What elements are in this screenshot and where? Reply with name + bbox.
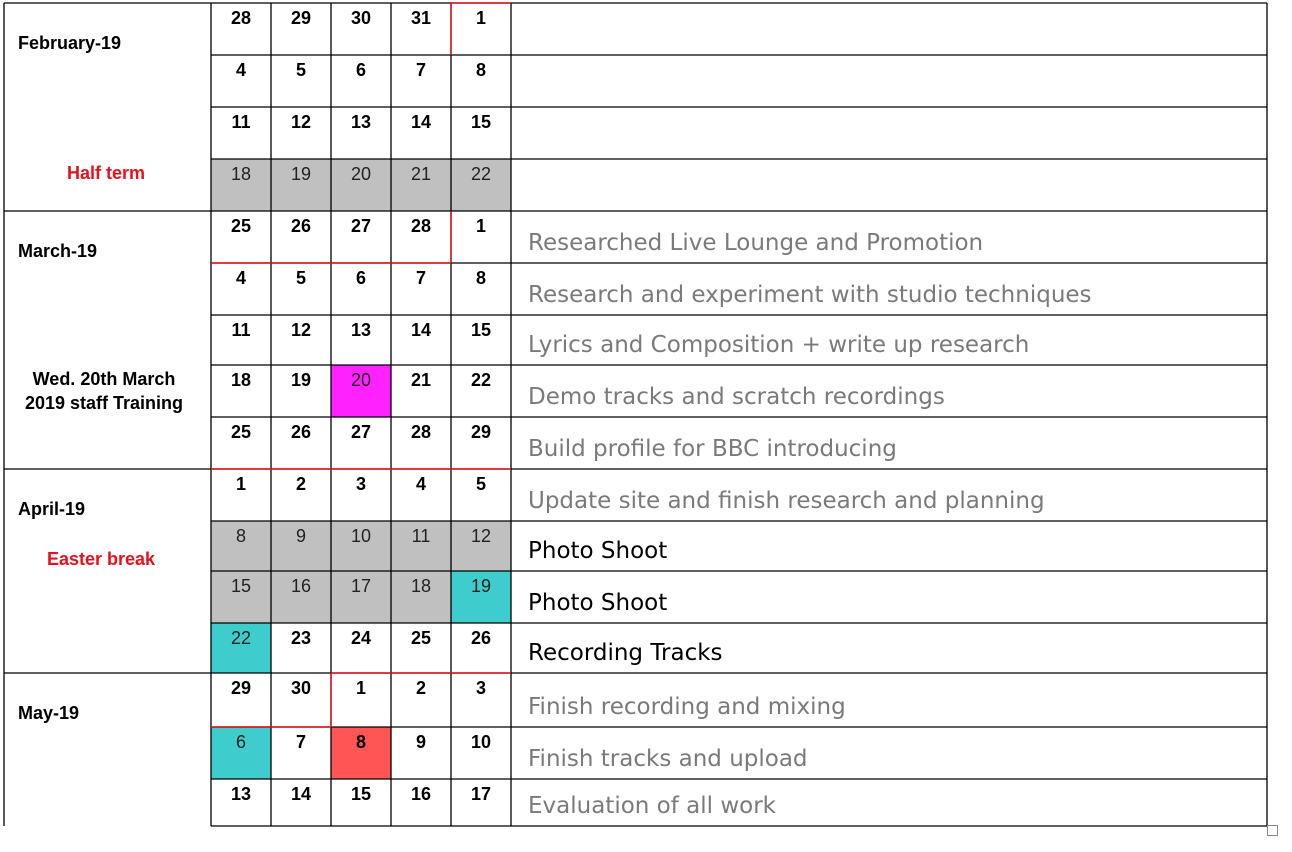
day-number: 18 — [230, 370, 252, 390]
day-number: 3 — [475, 678, 486, 698]
day-number: 15 — [350, 784, 372, 804]
month-label-march: March-19 — [18, 241, 98, 261]
day-number: 17 — [470, 784, 492, 804]
day-number: 10 — [350, 526, 372, 546]
task-text: Update site and finish research and planning — [528, 488, 1045, 514]
day-number: 27 — [350, 422, 372, 442]
day-number: 5 — [475, 474, 486, 494]
day-number: 13 — [230, 784, 252, 804]
day-number: 26 — [290, 422, 312, 442]
day-number: 26 — [470, 628, 492, 648]
day-number: 2 — [295, 474, 306, 494]
day-number: 7 — [415, 60, 426, 80]
day-number: 13 — [350, 320, 372, 340]
day-number: 22 — [230, 628, 252, 648]
day-number: 1 — [235, 474, 246, 494]
task-text: Lyrics and Composition + write up research — [528, 332, 1030, 358]
month-label-february: February-19 — [18, 33, 122, 53]
day-number: 9 — [415, 732, 426, 752]
day-number: 22 — [470, 370, 492, 390]
day-number: 19 — [290, 164, 312, 184]
day-number: 4 — [235, 268, 246, 288]
task-text: Demo tracks and scratch recordings — [528, 384, 945, 410]
day-number: 20 — [350, 164, 372, 184]
task-text: Recording Tracks — [528, 640, 723, 666]
note-staff-training-line1: Wed. 20th March — [32, 369, 176, 389]
day-number: 3 — [355, 474, 366, 494]
day-number: 28 — [410, 422, 432, 442]
note-easter-break: Easter break — [47, 549, 156, 569]
task-text: Evaluation of all work — [528, 793, 776, 819]
day-number: 23 — [290, 628, 312, 648]
day-number: 7 — [295, 732, 306, 752]
day-number: 4 — [235, 60, 246, 80]
day-number: 1 — [355, 678, 366, 698]
month-label-april: April-19 — [18, 499, 86, 519]
day-number: 30 — [290, 678, 312, 698]
day-number: 9 — [295, 526, 306, 546]
day-number: 8 — [235, 526, 246, 546]
day-number: 17 — [350, 576, 372, 596]
day-number: 5 — [295, 60, 306, 80]
day-number: 10 — [470, 732, 492, 752]
day-number: 16 — [410, 784, 432, 804]
day-number: 19 — [290, 370, 312, 390]
day-number: 21 — [410, 370, 432, 390]
day-number: 16 — [290, 576, 312, 596]
day-number: 12 — [290, 112, 312, 132]
note-staff-training — [14, 368, 194, 414]
day-number: 25 — [230, 216, 252, 236]
day-number: 14 — [410, 320, 432, 340]
day-number: 22 — [470, 164, 492, 184]
day-number: 6 — [355, 60, 366, 80]
day-number: 5 — [295, 268, 306, 288]
day-number: 25 — [230, 422, 252, 442]
day-number: 8 — [475, 268, 486, 288]
day-number: 18 — [410, 576, 432, 596]
day-number: 28 — [410, 216, 432, 236]
task-text: Photo Shoot — [528, 538, 668, 564]
day-number: 15 — [230, 576, 252, 596]
day-number: 24 — [350, 628, 372, 648]
task-text: Finish recording and mixing — [528, 694, 846, 720]
day-number: 25 — [410, 628, 432, 648]
note-staff-training-line2: 2019 staff Training — [24, 393, 184, 413]
day-number: 27 — [350, 216, 372, 236]
day-number: 6 — [355, 268, 366, 288]
day-number: 30 — [350, 8, 372, 28]
day-number: 15 — [470, 112, 492, 132]
day-number: 12 — [290, 320, 312, 340]
task-text: Researched Live Lounge and Promotion — [528, 230, 984, 256]
day-number: 6 — [235, 732, 246, 752]
task-text: Photo Shoot — [528, 590, 668, 616]
day-number: 11 — [411, 526, 431, 546]
day-number: 2 — [415, 678, 426, 698]
day-number: 29 — [470, 422, 492, 442]
day-number: 12 — [470, 526, 492, 546]
day-number: 7 — [415, 268, 426, 288]
day-number: 13 — [350, 112, 372, 132]
day-number: 21 — [410, 164, 432, 184]
day-number: 29 — [230, 678, 252, 698]
day-number: 31 — [410, 8, 432, 28]
day-number: 29 — [290, 8, 312, 28]
month-label-may: May-19 — [18, 703, 80, 723]
day-number: 20 — [350, 370, 372, 390]
day-number: 8 — [475, 60, 486, 80]
day-number: 11 — [231, 320, 251, 340]
resize-handle — [1267, 825, 1278, 836]
note-half-term: Half term — [67, 163, 146, 183]
day-number: 14 — [410, 112, 432, 132]
day-number: 4 — [415, 474, 426, 494]
day-number: 1 — [475, 8, 486, 28]
day-number: 15 — [470, 320, 492, 340]
task-text: Build profile for BBC introducing — [528, 436, 897, 462]
day-number: 18 — [230, 164, 252, 184]
task-text: Finish tracks and upload — [528, 746, 808, 772]
day-number: 19 — [470, 576, 492, 596]
day-number: 28 — [230, 8, 252, 28]
day-number: 1 — [475, 216, 486, 236]
day-number: 11 — [231, 112, 251, 132]
day-number: 14 — [290, 784, 312, 804]
task-text: Research and experiment with studio techniques — [528, 282, 1092, 308]
day-number: 8 — [355, 732, 366, 752]
day-number: 26 — [290, 216, 312, 236]
